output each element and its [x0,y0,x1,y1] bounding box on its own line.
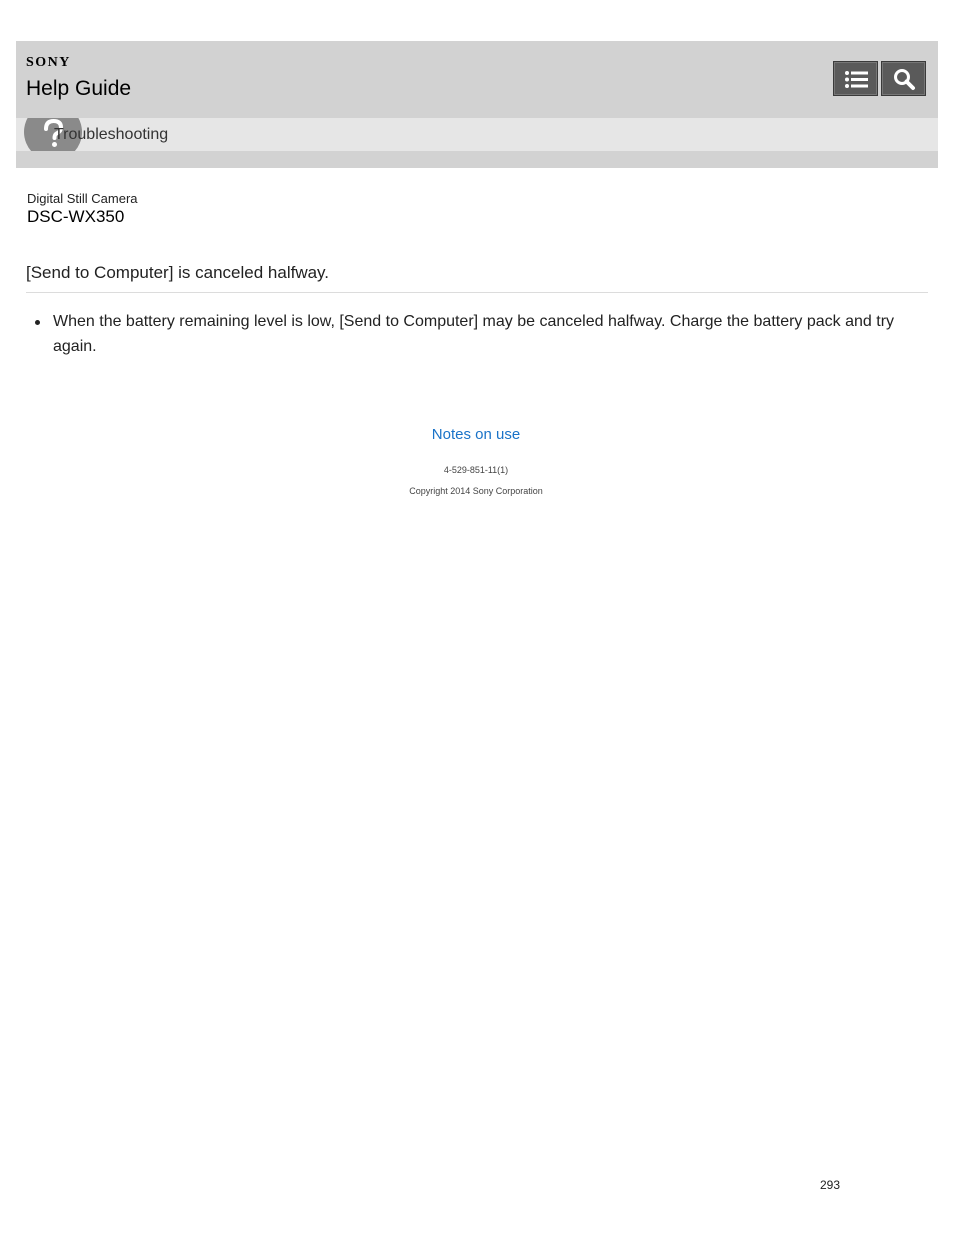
product-type: Digital Still Camera [27,191,138,206]
search-button[interactable] [881,61,926,96]
list-item-text: When the battery remaining level is low, [Send to Computer] may be canceled halfway. Charge the battery pack and try again. [53,313,895,355]
breadcrumb [16,118,938,151]
product-model: DSC-WX350 [27,207,125,226]
help-guide-title[interactable]: Help Guide [26,77,132,100]
notes-on-use-link[interactable]: Notes on use [431,426,521,443]
copyright-text: Copyright 2014 Sony Corporation [409,486,543,496]
list-item [26,309,906,359]
bullet-icon [35,320,40,325]
list-icon [834,62,879,97]
breadcrumb-troubleshooting[interactable]: Troubleshooting [54,126,169,143]
search-icon [882,62,927,97]
header-bar [16,41,938,168]
page-title: [Send to Computer] is canceled halfway. [26,263,330,282]
title-divider [26,292,928,293]
table-of-contents-button[interactable] [833,61,878,96]
sony-logo: SONY [26,55,71,70]
content-list [26,309,906,359]
document-code: 4-529-851-11(1) [443,465,509,475]
page-number: 293 [820,1178,841,1192]
